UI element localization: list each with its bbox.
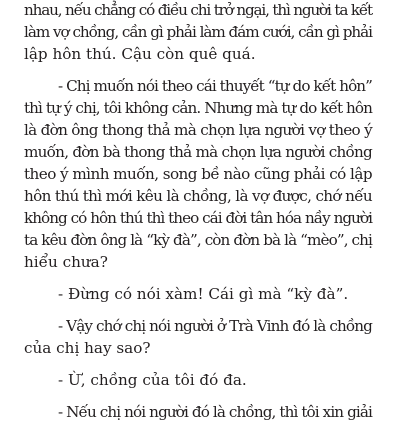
text-line: thì tự ý chị, tôi không cản. Nhưng mà tự do kết hôn: [24, 99, 372, 117]
text-line: hôn thú thì mới kêu là chồng, là vợ được, chớ nếu: [24, 187, 372, 205]
text-line: không có hôn thú thì theo cái đời tân hóa nầy người: [24, 209, 372, 227]
paragraph-continuation: [24, 0, 372, 65]
paragraph-gap: [24, 65, 372, 75]
text-line: làm vợ chồng, cần gì phải làm đám cưới, cần gì phải: [24, 23, 372, 41]
paragraph-gap: [24, 273, 372, 283]
text-line: của chị hay sao?: [24, 339, 151, 357]
paragraph-dialogue: [24, 315, 372, 359]
paragraph-gap: [24, 391, 372, 401]
page-text: [24, 0, 372, 423]
text-line: - Vậy chớ chị nói người ở Trà Vinh đó là chồng: [58, 317, 372, 335]
text-line: là đờn ông thong thả mà chọn lựa người vợ theo ý: [24, 121, 372, 139]
text-line: muốn, đờn bà thong thả mà chọn lựa người chồng: [24, 143, 372, 161]
paragraph-gap: [24, 359, 372, 369]
text-line: - Chị muốn nói theo cái thuyết “tự do kết hôn”: [58, 77, 372, 95]
text-line: lập hôn thú. Cậu còn quê quá.: [24, 45, 256, 63]
text-line: - Nếu chị nói người đó là chồng, thì tôi xin giải: [58, 403, 372, 421]
paragraph-gap: [24, 305, 372, 315]
paragraph-dialogue: [24, 283, 372, 305]
text-line: - Ừ, chồng của tôi đó đa.: [58, 371, 247, 389]
text-line: theo ý mình muốn, song bề nào cũng phải có lập: [24, 165, 372, 183]
paragraph-dialogue: [24, 401, 372, 423]
text-line: - Đừng có nói xàm! Cái gì mà “kỳ đà”.: [58, 285, 349, 303]
text-line: hiểu chưa?: [24, 253, 108, 271]
paragraph-dialogue: [24, 75, 372, 273]
text-line: ta kêu đờn ông là “kỳ đà”, còn đờn bà là “mèo”, chị: [24, 231, 372, 249]
paragraph-dialogue: [24, 369, 372, 391]
text-line: nhau, nếu chẳng có điều chi trở ngại, thì người ta kết: [24, 1, 372, 19]
